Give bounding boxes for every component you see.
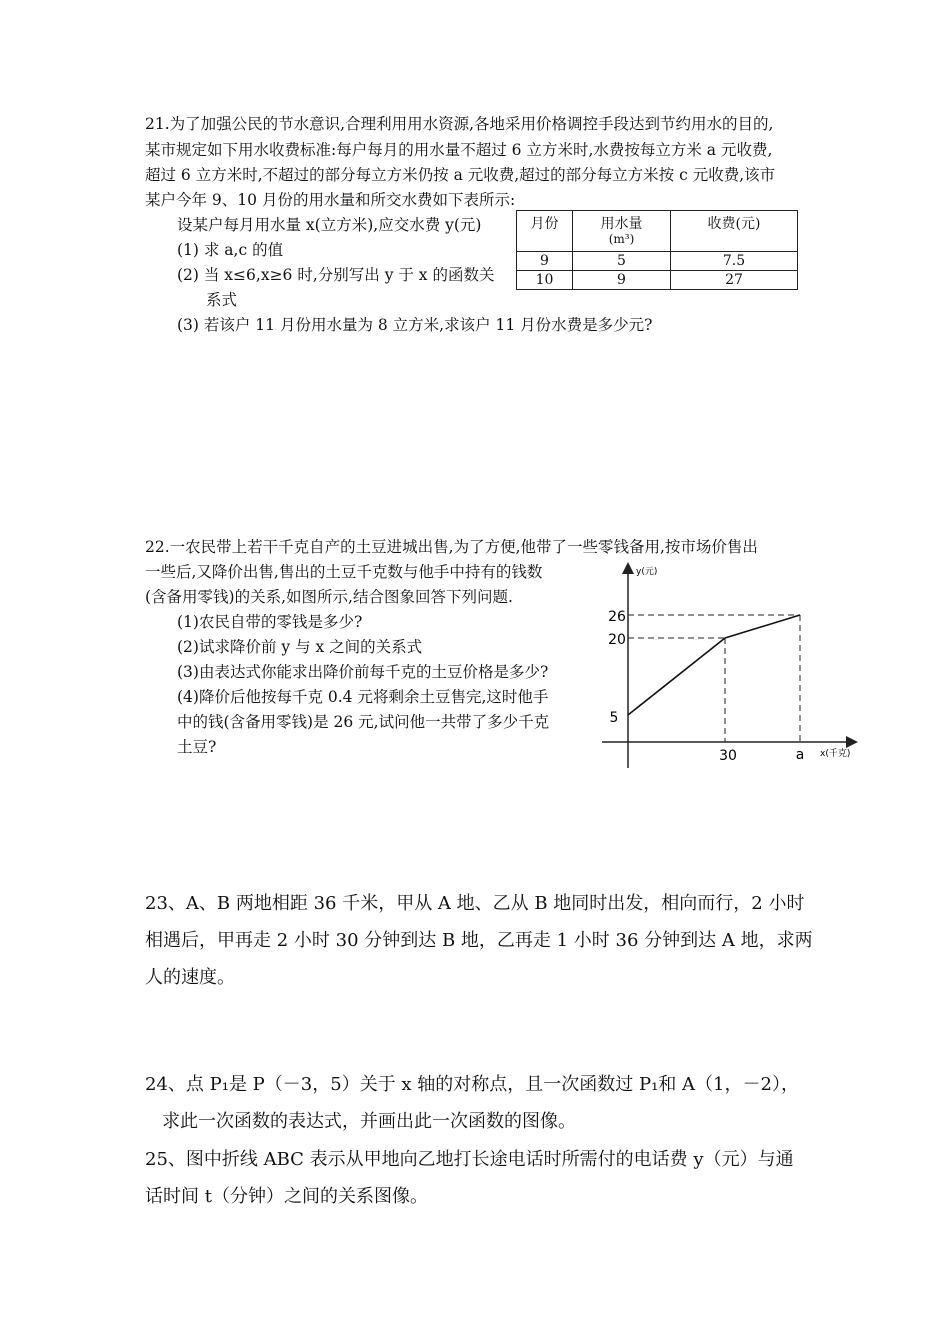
x-axis-label: x(千克) bbox=[820, 749, 851, 759]
table-cell: 9 bbox=[573, 271, 671, 290]
y-tick-20: 20 bbox=[608, 632, 626, 648]
q22-sub-4a: (4)降价后他按每千克 0.4 元将剩余土豆售完,这时他手 bbox=[177, 688, 549, 706]
q22-line-3: (含备用零钱)的关系,如图所示,结合图象回答下列问题. bbox=[145, 588, 513, 606]
q21-sub-3: (3) 若该户 11 月份用水量为 8 立方米,求该户 11 月份水费是多少元? bbox=[177, 316, 653, 334]
water-fee-table bbox=[516, 210, 798, 290]
table-header-usage-unit: (m³) bbox=[608, 232, 635, 246]
q21-line-4: 某户今年 9、10 月份的用水量和所交水费如下表所示: bbox=[145, 191, 516, 209]
q21-line-1: 21.为了加强公民的节水意识,合理利用用水资源,各地采用价格调控手段达到节约用水的目的, bbox=[145, 115, 774, 133]
q22-sub-3: (3)由表达式你能求出降价前每千克的土豆价格是多少? bbox=[177, 663, 549, 681]
q21-sub-2a: (2) 当 x≤6,x≥6 时,分别写出 y 于 x 的函数关 bbox=[177, 266, 495, 284]
table-header-usage-label: 用水量 bbox=[600, 216, 643, 232]
table-cell: 5 bbox=[573, 252, 671, 271]
line-segment-after-discount bbox=[725, 615, 800, 638]
q22-sub-1: (1)农民自带的零钱是多少? bbox=[177, 613, 363, 631]
table-header-month: 月份 bbox=[517, 211, 573, 252]
q25-line-2: 话时间 t（分钟）之间的关系图像。 bbox=[145, 1186, 428, 1207]
q23-line-3: 人的速度。 bbox=[145, 967, 235, 988]
table-header-usage bbox=[573, 211, 671, 252]
table-cell: 27 bbox=[671, 271, 798, 290]
q21-sub-2b: 系式 bbox=[206, 291, 238, 309]
table-row bbox=[517, 252, 798, 271]
q21-line-2: 某市规定如下用水收费标准:每户每月的用水量不超过 6 立方米时,水费按每立方米 a 元收费, bbox=[145, 141, 773, 159]
potato-sales-graph bbox=[600, 560, 870, 780]
q22-sub-4c: 土豆? bbox=[177, 738, 217, 756]
q22-line-2: 一些后,又降价出售,售出的土豆千克数与他手中持有的钱数 bbox=[145, 563, 543, 581]
y-tick-5: 5 bbox=[609, 710, 619, 726]
q21-line-3: 超过 6 立方米时,不超过的部分每立方米仍按 a 元收费,超过的部分每立方米按 c 元收费,该市 bbox=[145, 166, 776, 184]
table-cell: 9 bbox=[517, 252, 573, 271]
q25-line-1: 25、图中折线 ABC 表示从甲地向乙地打长途电话时所需付的电话费 y（元）与通 bbox=[145, 1149, 794, 1170]
q23-line-2: 相遇后，甲再走 2 小时 30 分钟到达 B 地，乙再走 1 小时 36 分钟到达 A 地，求两 bbox=[145, 930, 813, 951]
q22-sub-2: (2)试求降价前 y 与 x 之间的关系式 bbox=[177, 638, 423, 656]
table-header-fee: 收费(元) bbox=[671, 211, 798, 252]
table-cell: 7.5 bbox=[671, 252, 798, 271]
line-segment-before-discount bbox=[628, 638, 725, 715]
q21-sub-1: (1) 求 a,c 的值 bbox=[177, 241, 284, 259]
table-row bbox=[517, 271, 798, 290]
y-tick-26: 26 bbox=[608, 609, 626, 625]
table-header-row bbox=[517, 211, 798, 252]
q21-setup: 设某户每月用水量 x(立方米),应交水费 y(元) bbox=[177, 216, 482, 234]
y-axis-label: y(元) bbox=[636, 567, 658, 577]
x-tick-30: 30 bbox=[719, 748, 737, 764]
q22-line-1: 22.一农民带上若干千克自产的土豆进城出售,为了方便,他带了一些零钱备用,按市场价售出 bbox=[145, 538, 758, 556]
table-cell: 10 bbox=[517, 271, 573, 290]
x-tick-a: a bbox=[795, 747, 805, 763]
q24-line-1: 24、点 P₁是 P（－3，5）关于 x 轴的对称点，且一次函数过 P₁和 A（1，－2）， bbox=[145, 1074, 799, 1095]
q23-line-1: 23、A、B 两地相距 36 千米，甲从 A 地、乙从 B 地同时出发，相向而行，2 小时 bbox=[145, 893, 805, 914]
q22-sub-4b: 中的钱(含备用零钱)是 26 元,试问他一共带了多少千克 bbox=[177, 713, 550, 731]
q24-line-2: 求此一次函数的表达式，并画出此一次函数的图像。 bbox=[162, 1111, 576, 1132]
